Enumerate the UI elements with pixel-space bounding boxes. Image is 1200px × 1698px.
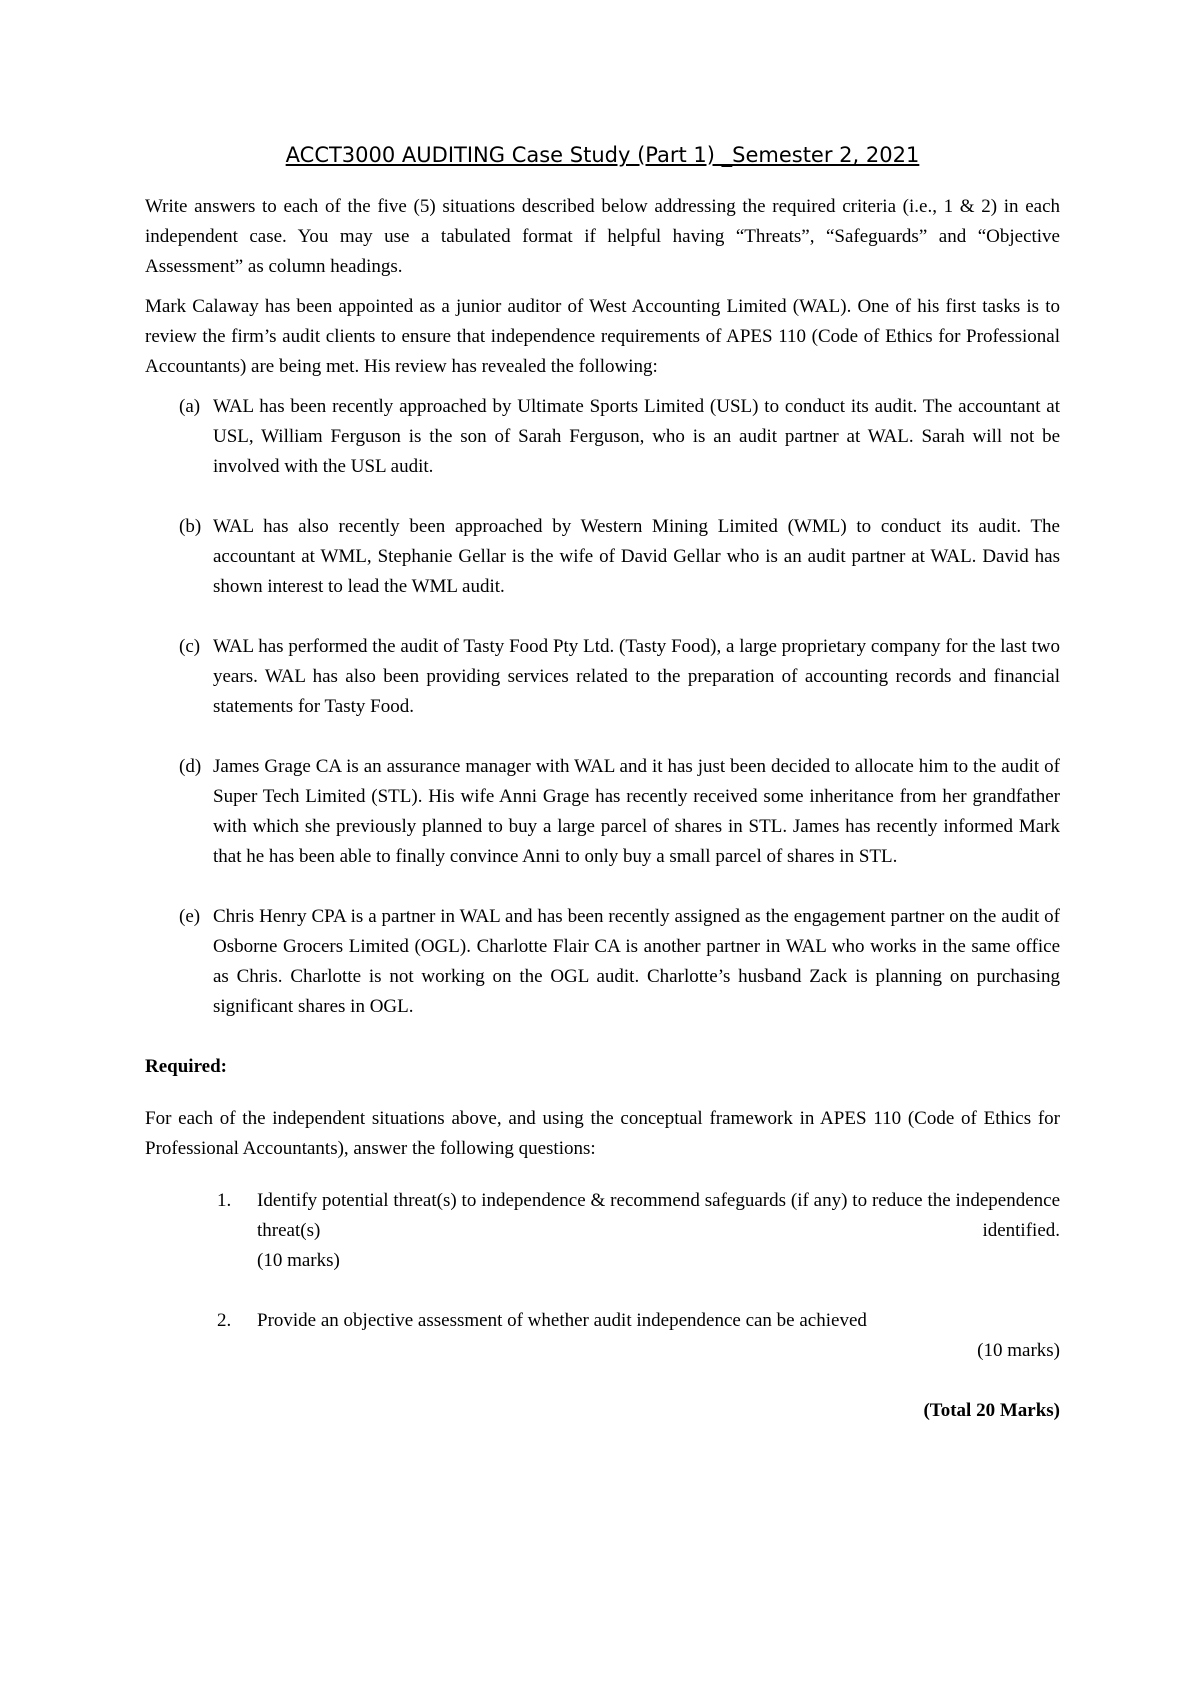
document-page <box>145 140 1060 1426</box>
question-1 <box>145 1186 1060 1276</box>
question-marks: (10 marks) <box>257 1250 340 1271</box>
background-paragraph: Mark Calaway has been appointed as a junior auditor of West Accounting Limited (WAL). One of his first tasks is to review the firm’s audit clients to ensure that independence requirements of APES 110 (Code of Ethics for Professional Accountants) are being met. His review has revealed the following: <box>145 296 1060 377</box>
situation-c <box>145 632 1060 722</box>
situation-letter: (b) <box>179 516 202 537</box>
situation-letter: (a) <box>179 396 201 417</box>
question-number: 2. <box>217 1310 232 1331</box>
situation-d <box>145 752 1060 872</box>
required-heading: Required: <box>145 1056 227 1077</box>
situation-letter: (c) <box>179 636 201 657</box>
situation-a <box>145 392 1060 482</box>
document-title: ACCT3000 AUDITING Case Study (Part 1) _Semester 2, 2021 <box>285 143 920 167</box>
questions-list <box>145 1186 1060 1366</box>
total-marks: (Total 20 Marks) <box>923 1400 1060 1421</box>
intro-paragraph: Write answers to each of the five (5) situations described below addressing the required criteria (i.e., 1 & 2) in each independent case. You may use a tabulated format if helpful having “Threats”, “Safeguards” and “Objective Assessment” as column headings. <box>145 196 1060 277</box>
situation-text: WAL has also recently been approached by Western Mining Limited (WML) to conduct its audit. The accountant at WML, Stephanie Gellar is the wife of David Gellar who is an audit partner at WAL. David has shown interest to lead the WML audit. <box>213 516 1060 597</box>
situation-letter: (d) <box>179 756 202 777</box>
question-marks: (10 marks) <box>977 1340 1060 1361</box>
situation-e <box>145 902 1060 1022</box>
situations-list <box>145 392 1060 1022</box>
situation-text: Chris Henry CPA is a partner in WAL and has been recently assigned as the engagement partner on the audit of Osborne Grocers Limited (OGL). Charlotte Flair CA is another partner in WAL who works in the same office as Chris. Charlotte is not working on the OGL audit. Charlotte’s husband Zack is planning on purchasing significant shares in OGL. <box>213 906 1060 1017</box>
question-text: Identify potential threat(s) to independence & recommend safeguards (if any) to reduce the independence threat(s) identified. <box>257 1190 1060 1241</box>
question-number: 1. <box>217 1190 232 1211</box>
required-intro: For each of the independent situations above, and using the conceptual framework in APES 110 (Code of Ethics for Professional Accountants), answer the following questions: <box>145 1108 1060 1159</box>
question-2 <box>145 1306 1060 1366</box>
situation-letter: (e) <box>179 906 201 927</box>
situation-text: WAL has performed the audit of Tasty Food Pty Ltd. (Tasty Food), a large proprietary company for the last two years. WAL has also been providing services related to the preparation of accounting records and financial statements for Tasty Food. <box>213 636 1060 717</box>
situation-b <box>145 512 1060 602</box>
situation-text: WAL has been recently approached by Ultimate Sports Limited (USL) to conduct its audit. The accountant at USL, William Ferguson is the son of Sarah Ferguson, who is an audit partner at WAL. Sarah will not be involved with the USL audit. <box>213 396 1060 477</box>
situation-text: James Grage CA is an assurance manager with WAL and it has just been decided to allocate him to the audit of Super Tech Limited (STL). His wife Anni Grage has recently received some inheritance from her grandfather with which she previously planned to buy a large parcel of shares in STL. James has recently informed Mark that he has been able to finally convince Anni to only buy a small parcel of shares in STL. <box>213 756 1060 867</box>
question-text: Provide an objective assessment of whether audit independence can be achieved <box>257 1310 867 1331</box>
